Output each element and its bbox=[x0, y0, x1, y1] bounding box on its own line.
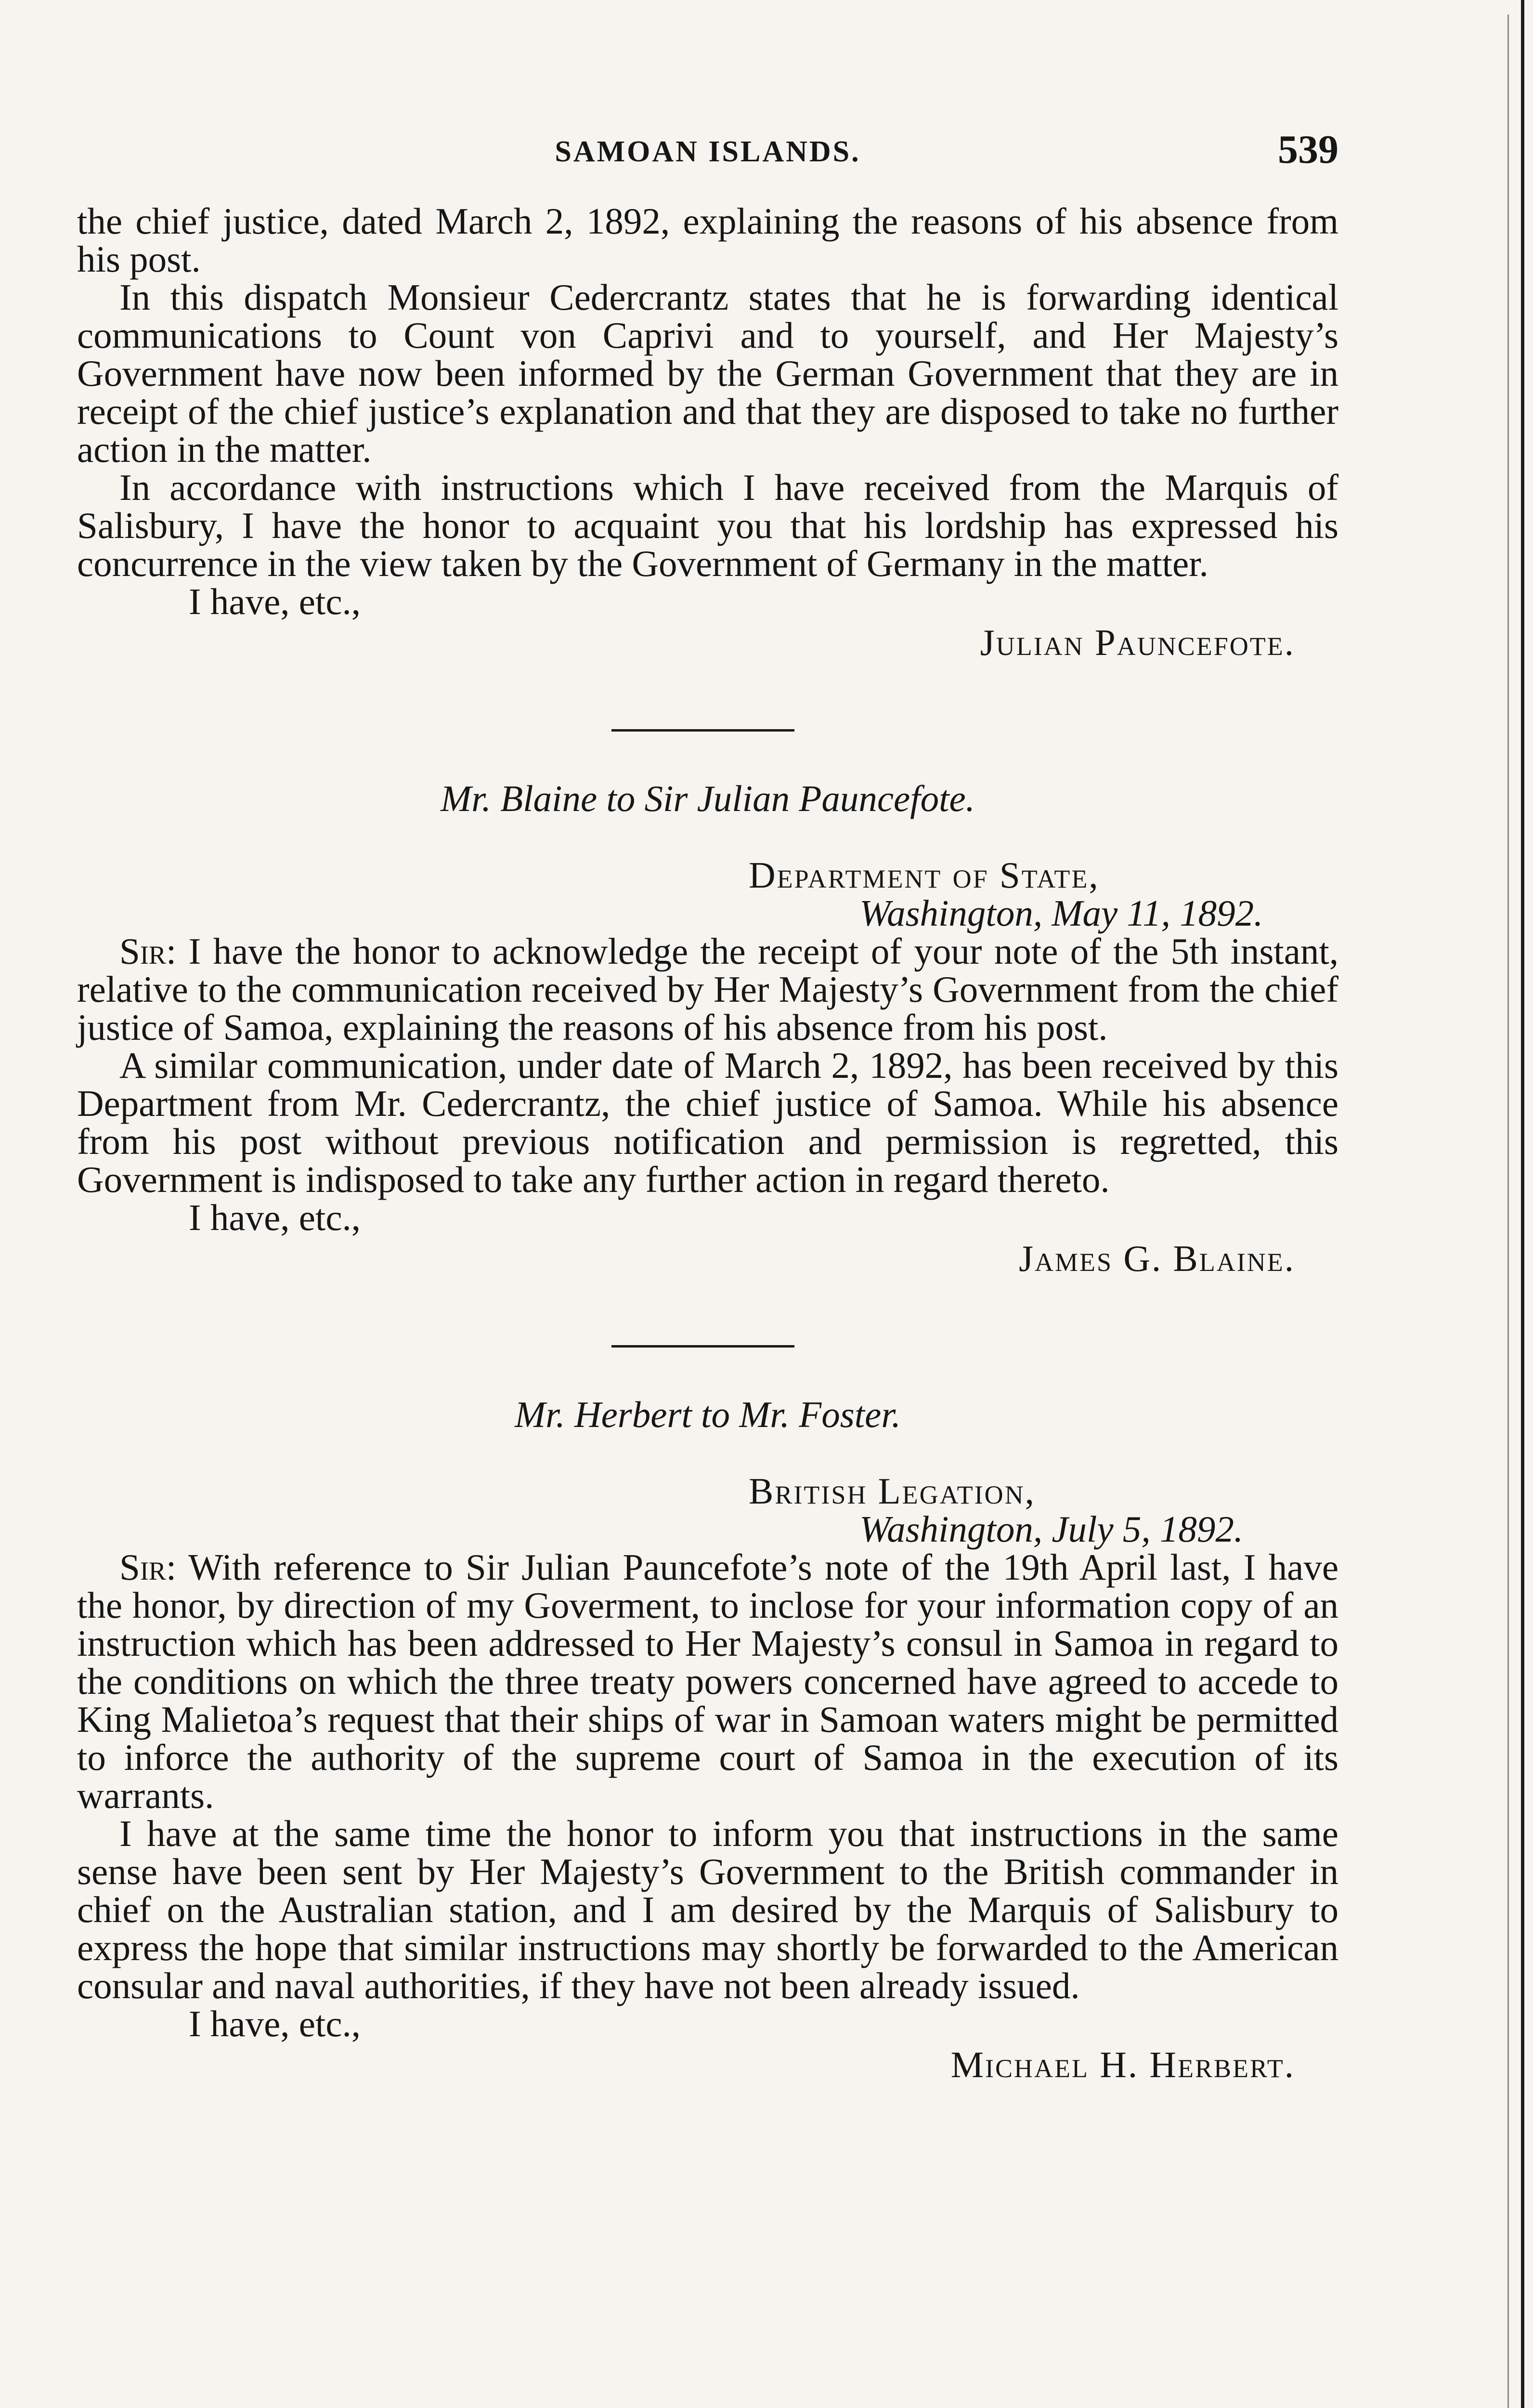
letter1-paragraph-3: In accordance with instructions which I have received from the Marquis of Salisbury, I have the honor to acquaint you that his lordship has expressed his concurrence in the view taken by the Government of Germany in the matter. bbox=[77, 467, 1338, 584]
page-number: 539 bbox=[1278, 127, 1338, 172]
page-edge-line bbox=[1521, 0, 1524, 2408]
letter3-paragraph-1-text: With reference to Sir Julian Pauncefote’s note of the 19th April last, I have the honor, by direction of my Goverment, to inclose for your information copy of an instruction which has been addressed to Her Majesty’s consul in Samoa in regard to the conditions on which the three treaty powers concerned have agreed to accede to King Malietoa’s request that their ships of war in Samoan waters might be permitted to inforce the authority of the supreme court of Samoa in the execution of its warrants. bbox=[77, 1546, 1339, 1816]
letter2-signature: James G. Blaine. bbox=[1019, 1238, 1295, 1279]
letter3-paragraph-2: I have at the same time the honor to inform you that instructions in the same sense have been sent by Her Majesty’s Government to the British commander in chief on the Australian station, and I am desired by the Marquis of Salisbury to express the hope that similar instructions may shortly be forwarded to the American consular and naval authorities, if they have not been already issued. bbox=[77, 1813, 1338, 2006]
letter1-paragraph-2: In this dispatch Monsieur Cedercrantz states that he is forwarding identical communications to Count von Caprivi and to yourself, and Her Majesty’s Government have now been informed by the German Government that they are in receipt of the chief justice’s explanation and that they are disposed to take no further action in the matter. bbox=[77, 276, 1338, 470]
letter3-date: Washington, July 5, 1892. bbox=[859, 1508, 1244, 1550]
letter2-dateline bbox=[77, 856, 1338, 932]
letter2-paragraph-1 bbox=[77, 932, 1338, 1047]
letter3-dateline bbox=[77, 1472, 1338, 1548]
letter3-salutation: Sir: bbox=[119, 1546, 177, 1588]
letter2-heading: Mr. Blaine to Sir Julian Pauncefote. bbox=[441, 778, 975, 819]
page-body bbox=[77, 202, 1338, 2084]
letter2-paragraph-1-text: I have the honor to acknowledge the receipt of your note of the 5th instant, relative to the communication received by Her Majesty’s Government from the chief justice of Samoa, explaining the reasons of his absence from his post. bbox=[77, 930, 1339, 1048]
letter1-signature: Julian Pauncefote. bbox=[980, 622, 1295, 663]
letter3-signature: Michael H. Herbert. bbox=[950, 2044, 1295, 2085]
letter3-office: British Legation, bbox=[749, 1470, 1036, 1512]
letter1-closing: I have, etc., bbox=[189, 581, 361, 622]
page-header bbox=[77, 126, 1338, 179]
letter2-paragraph-2: A similar communication, under date of March 2, 1892, has been received by this Department from Mr. Cedercrantz, the chief justice of Samoa. While his absence from his post without previous notification and permission is regretted, this Government is indisposed to take any further action in regard thereto. bbox=[77, 1045, 1338, 1200]
letter3-closing: I have, etc., bbox=[189, 2003, 361, 2044]
running-head: SAMOAN ISLANDS. bbox=[555, 135, 861, 168]
letter2-date: Washington, May 11, 1892. bbox=[859, 892, 1263, 934]
letter2-salutation: Sir: bbox=[119, 930, 177, 972]
letter1-paragraph-1: the chief justice, dated March 2, 1892, explaining the reasons of his absence from his post. bbox=[77, 200, 1338, 280]
letter2-office: Department of State, bbox=[749, 854, 1100, 896]
page-edge-shadow bbox=[1507, 14, 1509, 2408]
letter3-paragraph-1 bbox=[77, 1548, 1338, 1815]
letter2-closing: I have, etc., bbox=[189, 1197, 361, 1238]
letter3-heading: Mr. Herbert to Mr. Foster. bbox=[514, 1394, 901, 1435]
